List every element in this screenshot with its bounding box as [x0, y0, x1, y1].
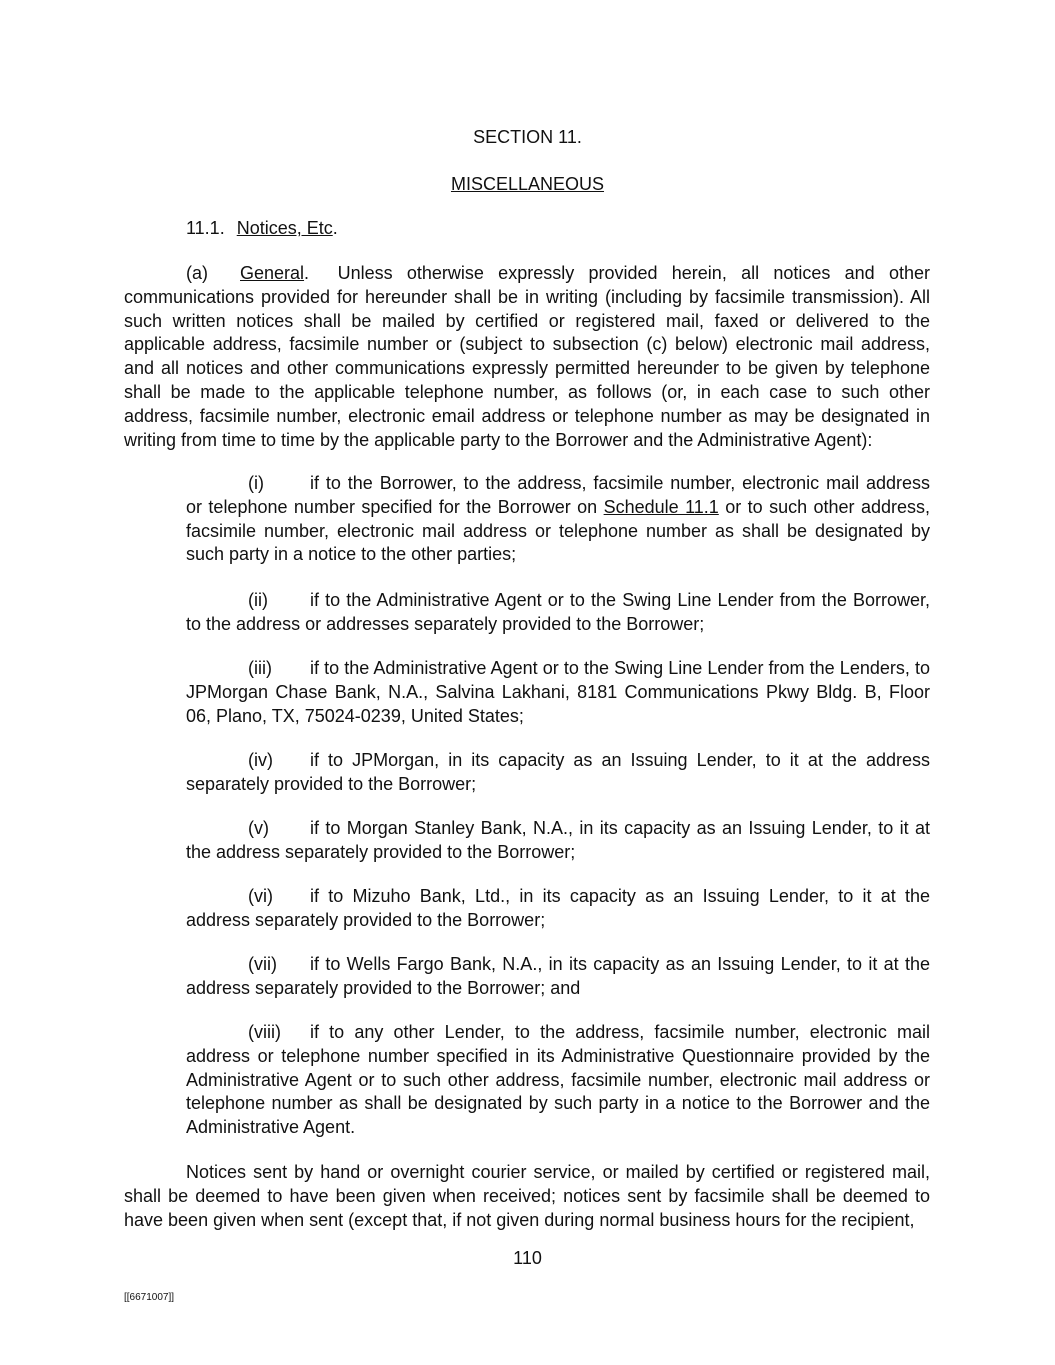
list-item-vii — [186, 953, 930, 1001]
list-item-text-before: if to the Borrower, to the address, facsimile number, electronic mail address or telephone number specified for the Borrower on — [186, 473, 930, 517]
list-item-label: (viii) — [248, 1022, 281, 1042]
subsection-title-suffix: . — [332, 218, 338, 238]
list-item-text-after: or to such other address, facsimile number, electronic mail address or telephone number as shall be designated by such party in a notice to the other parties; — [186, 496, 931, 565]
document-id: [[6671007]] — [124, 1292, 175, 1303]
list-item-label: (iv) — [248, 750, 273, 770]
list-item-text: if to Wells Fargo Bank, N.A., in its capacity as an Issuing Lender, to it at the address separately provided to the Borrower; and — [186, 954, 930, 998]
closing-paragraph-text: Notices sent by hand or overnight courier service, or mailed by certified or registered mail, shall be deemed to have been given when received; notices sent by facsimile shall be deemed to have been given when sent (except that, if not given during normal business hours for the recipient, — [124, 1162, 930, 1230]
list-item-text: if to any other Lender, to the address, facsimile number, electronic mail address or telephone number specified in its Administrative Questionnaire provided by the Administrative Agent or to such other address, facsimile number, electronic mail address or telephone number as shall be designated by such party in a notice to the Borrower and the Administrative Agent. — [186, 1022, 930, 1138]
list-item-text: if to the Administrative Agent or to the Swing Line Lender from the Borrower, to the address or addresses separately provided to the Borrower; — [186, 590, 930, 634]
list-item-text: if to Mizuho Bank, Ltd., in its capacity as an Issuing Lender, to it at the address separately provided to the Borrower; — [186, 886, 930, 930]
paragraph-a-label: (a) — [186, 263, 208, 283]
list-item-text: if to the Administrative Agent or to the Swing Line Lender from the Lenders, to JPMorgan Chase Bank, N.A., Salvina Lakhani, 8181 Communications Pkwy Bldg. B, Floor 06, Plano, TX, 75024-0239, United States; — [186, 658, 930, 726]
list-item-ii — [186, 589, 930, 637]
list-item-label: (vii) — [248, 954, 277, 974]
list-item-viii — [186, 1021, 930, 1140]
list-item-v — [186, 817, 930, 865]
paragraph-a-text: Unless otherwise expressly provided herein, all notices and other communications provided for hereunder shall be in writing (including by facsimile transmission). All such written notices shall be mailed by certified or registered mail, faxed or delivered to the applicable address, facsimile number or (subject to subsection (c) below) electronic mail address, and all notices and other communications expressly permitted hereunder to be given by telephone shall be made to the applicable telephone number, as follows (or, in each case to such other address, facsimile number, electronic email address or telephone number as may be designated in writing from time to time by the applicable party to the Borrower and the Administrative Agent): — [124, 263, 930, 450]
list-item-i — [186, 472, 930, 567]
section-title: SECTION 11. — [473, 127, 582, 147]
list-item-vi — [186, 885, 930, 933]
list-item-iv — [186, 749, 930, 797]
list-item-label: (iii) — [248, 658, 272, 678]
schedule-reference: Schedule 11.1 — [603, 496, 719, 517]
paragraph-a-title: General — [240, 263, 305, 283]
page-number: 110 — [513, 1248, 542, 1268]
subsection-title: Notices, Etc — [236, 218, 333, 238]
subsection-number: 11.1. — [186, 218, 225, 238]
list-item-label: (ii) — [248, 590, 268, 610]
list-item-iii — [186, 657, 930, 728]
list-item-label: (i) — [248, 473, 264, 493]
section-heading — [0, 172, 1055, 196]
list-item-text: if to JPMorgan, in its capacity as an Issuing Lender, to it at the address separately provided to the Borrower; — [186, 750, 930, 794]
section-heading-text: MISCELLANEOUS — [450, 174, 605, 194]
list-item-label: (v) — [248, 818, 269, 838]
closing-paragraph — [124, 1161, 930, 1232]
list-item-text: if to Morgan Stanley Bank, N.A., in its capacity as an Issuing Lender, to it at the address separately provided to the Borrower; — [186, 818, 930, 862]
list-item-label: (vi) — [248, 886, 273, 906]
paragraph-a-title-suffix: . — [304, 263, 310, 283]
subsection-heading — [186, 217, 930, 241]
paragraph-a — [124, 262, 930, 452]
